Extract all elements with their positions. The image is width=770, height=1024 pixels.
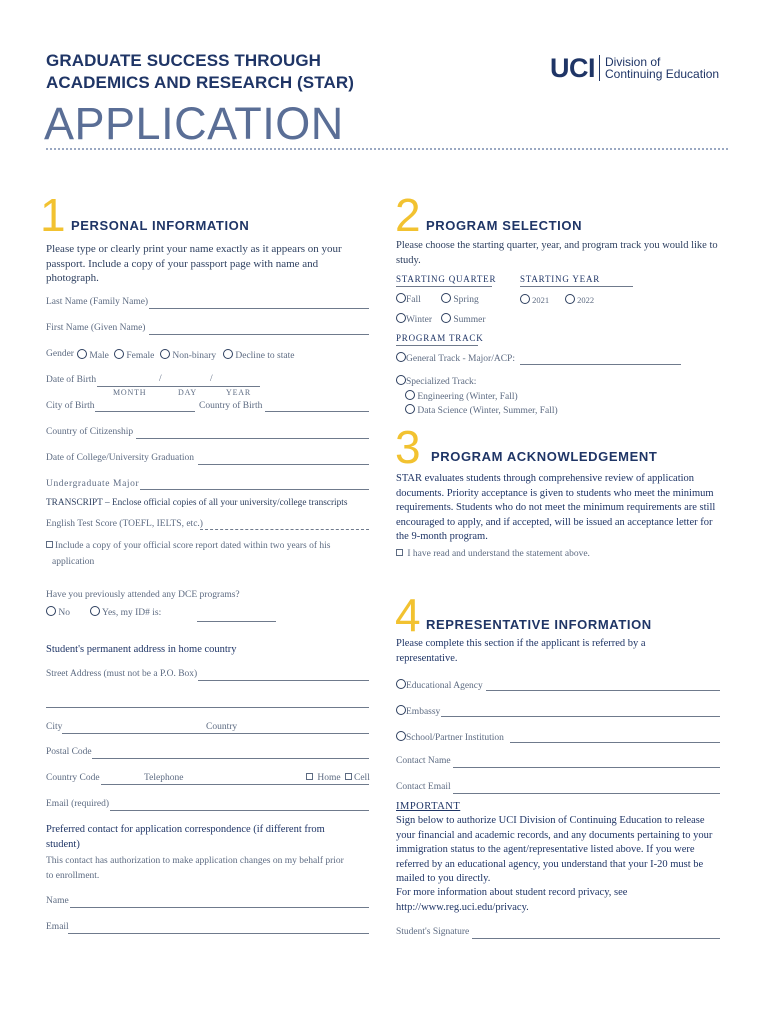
starting-quarter-heading: STARTING QUARTER (396, 274, 497, 284)
pref-email-label: Email (46, 922, 69, 932)
starting-quarter-rule (396, 286, 492, 287)
rep-option-agency[interactable] (396, 679, 483, 691)
pref-name-field[interactable] (70, 907, 369, 908)
last-name-field[interactable] (149, 308, 369, 309)
radio-icon[interactable] (223, 349, 233, 359)
dob-separator: / (159, 374, 162, 384)
pref-contact-note-line2: to enrollment. (46, 871, 100, 881)
quarter-fall-label: Fall (406, 295, 421, 305)
logo-text (605, 56, 719, 80)
form-title (46, 50, 406, 94)
gender-male-label: Male (89, 351, 109, 361)
previous-dce-no-label: No (58, 608, 70, 618)
street-field[interactable] (198, 680, 369, 681)
rep-agency-label: Educational Agency (406, 681, 483, 691)
important-heading: IMPORTANT (396, 801, 461, 812)
previous-dce-question: Have you previously attended any DCE programs? (46, 590, 240, 600)
radio-icon[interactable] (396, 352, 406, 362)
dob-field[interactable] (97, 386, 260, 387)
radio-icon[interactable] (114, 349, 124, 359)
uci-logo-mark: UCI (550, 53, 595, 83)
pref-contact-heading (46, 823, 376, 852)
contact-email-field[interactable] (453, 793, 720, 794)
pref-contact-heading-line1: Preferred contact for application correspondence (if different from (46, 824, 325, 835)
checkbox-icon[interactable] (396, 549, 403, 556)
logo-line2: Continuing Education (605, 67, 720, 81)
section3-title: PROGRAM ACKNOWLEDGEMENT (431, 449, 658, 464)
country-birth-field[interactable] (265, 411, 369, 412)
dce-id-field[interactable] (197, 621, 276, 622)
section1-number: 1 (40, 189, 66, 241)
section2-number: 2 (395, 189, 421, 241)
header-divider (46, 148, 728, 150)
radio-icon[interactable] (396, 679, 406, 689)
dob-day-caption: DAY (178, 388, 197, 397)
quarter-spring-label: Spring (453, 295, 479, 305)
score-report-label-cont: application (52, 557, 95, 567)
address-heading: Student's permanent address in home country (46, 644, 237, 655)
quarter-option-fall[interactable] (396, 293, 421, 305)
section4-intro: Please complete this section if the applicant is referred by a representative. (396, 638, 646, 664)
undergrad-major-field[interactable] (140, 489, 369, 490)
grad-date-label: Date of College/University Graduation (46, 453, 195, 463)
pref-name-label: Name (46, 896, 69, 906)
checkbox-icon[interactable] (46, 541, 53, 548)
radio-icon[interactable] (90, 606, 100, 616)
signature-label: Student's Signature (396, 927, 470, 937)
gender-decline-label: Decline to state (235, 351, 295, 361)
pref-contact-heading-line2: student) (46, 838, 80, 850)
quarter-option-spring[interactable] (441, 293, 479, 305)
email-required-label: Email (required) (46, 799, 110, 809)
radio-icon[interactable] (405, 390, 415, 400)
privacy-note (396, 886, 714, 915)
track-engineering-label: Engineering (Winter, Fall) (417, 392, 518, 402)
signature-field[interactable] (472, 938, 720, 939)
quarter-winter-label: Winter (406, 315, 432, 325)
track-option-data-science[interactable] (405, 404, 558, 416)
gender-option-male[interactable] (77, 349, 109, 361)
section1-intro: Please type or clearly print your name exactly as it appears on your passport. Include a copy of your passport page with name and photograph. (46, 243, 342, 284)
dob-label: Date of Birth (46, 375, 97, 385)
privacy-note-text: For more information about student record privacy, see (396, 887, 628, 898)
rep-agency-field[interactable] (486, 690, 720, 691)
section4-title: REPRESENTATIVE INFORMATION (426, 617, 652, 632)
year-2021-label: 2021 (532, 295, 550, 305)
acknowledge-label: I have read and understand the statement above. (407, 549, 590, 559)
radio-icon[interactable] (396, 731, 406, 741)
specialized-track-label: Specialized Track: (406, 377, 477, 387)
uci-logo (550, 54, 719, 82)
radio-icon[interactable] (46, 606, 56, 616)
radio-icon[interactable] (520, 294, 530, 304)
street-field-line2[interactable] (46, 707, 369, 708)
radio-icon[interactable] (396, 293, 406, 303)
quarter-summer-label: Summer (453, 315, 486, 325)
telephone-label: Telephone (144, 773, 184, 783)
starting-year-heading: STARTING YEAR (520, 274, 601, 284)
last-name-label: Last Name (Family Name) (46, 297, 149, 307)
phone-home-option[interactable] (306, 773, 341, 783)
email-required-field[interactable] (110, 810, 369, 811)
score-report-label: Include a copy of your official score report dated within two years of his (55, 541, 331, 551)
undergrad-major-label: Undergraduate Major (46, 479, 140, 489)
radio-icon[interactable] (441, 293, 451, 303)
section1-title: PERSONAL INFORMATION (71, 218, 250, 233)
track-option-engineering[interactable] (405, 390, 518, 402)
logo-divider (599, 55, 600, 81)
rep-embassy-field[interactable] (441, 716, 720, 717)
quarter-option-winter[interactable] (396, 313, 432, 325)
transcript-note: TRANSCRIPT – Enclose official copies of all your university/college transcripts (46, 498, 348, 508)
checkbox-icon[interactable] (306, 773, 313, 780)
citizenship-field[interactable] (136, 438, 369, 439)
grad-date-field[interactable] (198, 464, 369, 465)
track-data-science-label: Data Science (Winter, Summer, Fall) (417, 406, 558, 416)
previous-dce-yes[interactable] (90, 606, 161, 618)
postal-field[interactable] (92, 758, 369, 759)
phone-cell-option[interactable] (345, 773, 370, 783)
phone-cell-label: Cell (354, 773, 370, 783)
section4-number: 4 (395, 589, 421, 641)
city-birth-label: City of Birth (46, 401, 95, 411)
section3-body: STAR evaluates students through comprehensive review of application documents. Priority acceptance is given to students who meet the minimum requirements. Students who do not meet the minimum requirements are still encouraged to apply, and if accepted, will be issued an acceptance letter for the 9-month program. (396, 473, 716, 542)
score-report-option[interactable] (46, 541, 331, 551)
phone-field[interactable] (101, 784, 369, 785)
radio-icon[interactable] (160, 349, 170, 359)
dob-separator: / (210, 374, 213, 384)
radio-icon[interactable] (396, 705, 406, 715)
phone-home-label: Home (317, 773, 341, 783)
rep-school-field[interactable] (510, 742, 720, 743)
section3-number: 3 (395, 421, 421, 473)
contact-name-label: Contact Name (396, 756, 451, 766)
city-birth-field[interactable] (95, 411, 195, 412)
program-track-rule (396, 345, 478, 346)
rep-option-school[interactable] (396, 731, 504, 743)
dob-year-caption: YEAR (226, 388, 251, 397)
country-label: Country (206, 722, 238, 732)
year-2022-label: 2022 (577, 295, 595, 305)
radio-icon[interactable] (396, 313, 406, 323)
radio-icon[interactable] (405, 404, 415, 414)
previous-dce-yes-label: Yes, my ID# is: (102, 608, 162, 618)
previous-dce-no[interactable] (46, 606, 70, 618)
city-country-field[interactable] (62, 733, 369, 734)
first-name-label: First Name (Given Name) (46, 323, 146, 333)
gender-nonbinary-label: Non-binary (172, 351, 217, 361)
gender-option-female[interactable] (114, 349, 154, 361)
first-name-field[interactable] (149, 334, 369, 335)
city-label: City (46, 722, 63, 732)
specialized-track-option[interactable] (396, 375, 476, 387)
country-birth-label: Country of Birth (199, 401, 263, 411)
year-option-2021[interactable] (520, 294, 549, 305)
rep-embassy-label: Embassy (406, 707, 441, 717)
privacy-link[interactable]: http://www.reg.uci.edu/privacy. (396, 901, 529, 913)
gender-option-nonbinary[interactable] (160, 349, 216, 361)
section2-intro: Please choose the starting quarter, year, and program track you would like to study. (396, 240, 718, 266)
program-track-heading: PROGRAM TRACK (396, 333, 484, 343)
street-label: Street Address (must not be a P.O. Box) (46, 669, 198, 679)
general-track-field[interactable] (520, 364, 681, 365)
dob-month-caption: MONTH (113, 388, 147, 397)
year-option-2022[interactable] (565, 294, 594, 305)
gender-label: Gender (46, 349, 74, 359)
radio-icon[interactable] (396, 375, 406, 385)
important-body: Sign below to authorize UCI Division of Continuing Education to release your financial and academic records, and any documents pertaining to your immigration status to the agent/representative listed above. If you were referred by an educational agency, you understand that your I-20 must be mailed to you directly. (396, 815, 713, 884)
pref-contact-note (46, 854, 344, 884)
contact-email-label: Contact Email (396, 782, 451, 792)
radio-icon[interactable] (441, 313, 451, 323)
form-title-line1: GRADUATE SUCCESS THROUGH (46, 51, 322, 70)
gender-option-decline[interactable] (223, 349, 294, 361)
gender-female-label: Female (126, 351, 155, 361)
postal-label: Postal Code (46, 747, 92, 757)
english-test-field[interactable] (200, 529, 369, 530)
application-heading: APPLICATION (44, 98, 344, 149)
rep-option-embassy[interactable] (396, 705, 440, 717)
logo-line1: Division of (605, 55, 661, 69)
quarter-option-summer[interactable] (441, 313, 486, 325)
radio-icon[interactable] (565, 294, 575, 304)
form-title-line2: ACADEMICS AND RESEARCH (STAR) (46, 73, 354, 92)
pref-email-field[interactable] (68, 933, 369, 934)
general-track-option[interactable] (396, 352, 515, 364)
radio-icon[interactable] (77, 349, 87, 359)
citizenship-label: Country of Citizenship (46, 427, 134, 437)
contact-name-field[interactable] (453, 767, 720, 768)
country-code-label: Country Code (46, 773, 100, 783)
general-track-label: General Track - Major/ACP: (406, 354, 515, 364)
rep-school-label: School/Partner Institution (406, 733, 504, 743)
english-test-label: English Test Score (TOEFL, IELTS, etc.) (46, 519, 203, 529)
acknowledge-option[interactable] (396, 549, 590, 559)
checkbox-icon[interactable] (345, 773, 352, 780)
section2-title: PROGRAM SELECTION (426, 218, 583, 233)
pref-contact-note-line1: This contact has authorization to make application changes on my behalf prior (46, 856, 344, 866)
starting-year-rule (520, 286, 633, 287)
